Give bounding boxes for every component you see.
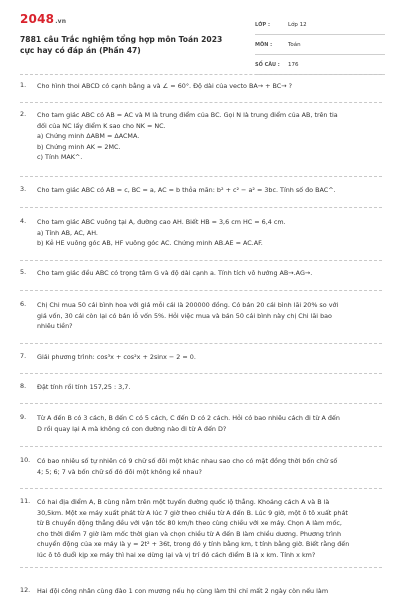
question-text xyxy=(37,81,379,92)
meta-key: SỐ CÂU : xyxy=(255,62,280,68)
question-number: 12. xyxy=(20,586,31,594)
document-header xyxy=(20,12,385,72)
question-number: 4. xyxy=(20,217,27,225)
question-line: D rồi quay lại A mà không có con đường nào đi từ A đến D? xyxy=(37,424,227,433)
question-text xyxy=(37,110,379,163)
question-line: c) Tính MAK^. xyxy=(37,153,83,162)
question-line: a) Tính AB, AC, AH. xyxy=(37,228,98,237)
meta-key: MÔN : xyxy=(255,42,273,48)
divider xyxy=(20,260,382,261)
question-text xyxy=(37,217,379,249)
divider xyxy=(20,446,382,447)
question-line: Cho tam giác đều ABC có trọng tâm G và độ dài cạnh a. Tính tích vô hướng AB→.AG→. xyxy=(37,269,313,277)
meta-value: Lớp 12 xyxy=(288,22,307,28)
question-line: 30,5km. Một xe máy xuất phát từ A lúc 7 giờ theo chiều từ A đến B. Lúc 9 giờ, một ô tô xuất phát xyxy=(37,508,348,517)
question-text xyxy=(37,300,379,332)
question-text xyxy=(37,497,379,561)
meta-row-subject xyxy=(255,40,385,55)
divider xyxy=(20,102,382,103)
question-number: 11. xyxy=(20,497,31,505)
question-line: Đặt tính rồi tính 157,25 : 3,7. xyxy=(37,383,131,391)
question-line: Cho tam giác ABC có AB = AC và M là trung điểm của BC. Gọi N là trung điểm của AB, trên tia xyxy=(37,111,338,119)
question-line: từ B chuyển động thẳng đều với vận tốc 80 km/h theo cùng chiều với xe máy. Chọn A làm mốc, xyxy=(37,519,342,528)
question-number: 2. xyxy=(20,110,27,118)
question-number: 8. xyxy=(20,382,27,390)
meta-value: Toán xyxy=(288,42,301,48)
logo-tld: .vn xyxy=(55,18,67,25)
question-text xyxy=(37,586,379,597)
question-line: b) Chứng minh AK = 2MC. xyxy=(37,142,121,151)
divider xyxy=(20,403,382,404)
question-line: Từ A đến B có 3 cách, B đến C có 5 cách, C đến D có 2 cách. Hỏi có bao nhiêu cách đi từ A đến xyxy=(37,414,340,422)
question-line: Cho tam giác ABC vuông tại A, đường cao AH. Biết HB = 3,6 cm HC = 6,4 cm. xyxy=(37,218,286,226)
divider xyxy=(20,74,382,75)
document-meta xyxy=(255,20,385,80)
question-line: Có hai địa điểm A, B cùng nằm trên một tuyến đường quốc lộ thẳng. Khoảng cách A và B là xyxy=(37,498,330,506)
question-text xyxy=(37,268,379,279)
question-line: lúc ô tô đuổi kịp xe máy thì hai xe dừng lại và vị trí đó cách điểm B là x km. Tính x km? xyxy=(37,550,316,559)
question-number: 1. xyxy=(20,81,27,89)
divider xyxy=(20,343,382,344)
site-logo[interactable] xyxy=(20,12,66,26)
question-line: Hai đội công nhân cùng đào 1 con mương nếu họ cùng làm thì chỉ mất 2 ngày còn nếu làm xyxy=(37,587,329,595)
meta-key: LỚP : xyxy=(255,22,270,28)
divider xyxy=(20,290,382,291)
question-line: chuyển động của xe máy là y = 2t² + 36t, trong đó y tính bằng km, t tính bằng giờ. Biết rằng đến xyxy=(37,540,350,549)
question-number: 9. xyxy=(20,413,27,421)
question-text xyxy=(37,413,379,434)
question-text xyxy=(37,352,379,363)
divider xyxy=(20,207,382,208)
logo-text: 2048 xyxy=(20,12,55,26)
meta-row-class xyxy=(255,20,385,35)
question-number: 10. xyxy=(20,456,31,464)
meta-value: 176 xyxy=(288,62,299,68)
question-line: Giải phương trình: cos³x + cos²x + 2sinx − 2 = 0. xyxy=(37,353,196,361)
question-line: Có bao nhiêu số tự nhiên có 9 chữ số đôi một khác nhau sao cho có mặt đồng thời bốn chữ số xyxy=(37,457,338,465)
question-line: b) Kẻ HE vuông góc AB, HF vuông góc AC. Chứng minh AB.AE = AC.AF. xyxy=(37,239,263,248)
question-number: 5. xyxy=(20,268,27,276)
question-text xyxy=(37,382,379,393)
divider xyxy=(20,567,382,568)
question-line: 4; 5; 6; 7 và bốn chữ số đó đôi một không kề nhau? xyxy=(37,467,202,476)
question-text xyxy=(37,185,379,196)
question-line: Chị Chi mua 50 cái bình hoa với giá mỗi cái là 200000 đồng. Có bán 20 cái bình lãi 20% so với xyxy=(37,301,339,309)
question-line: Cho hình thoi ABCD có cạnh bằng a và ∠ = 60°. Độ dài của vecto BA→ + BC→ ? xyxy=(37,82,292,90)
divider xyxy=(20,373,382,374)
question-number: 3. xyxy=(20,185,27,193)
question-line: đối của NC lấy điểm K sao cho NK = NC. xyxy=(37,121,166,130)
meta-row-count xyxy=(255,60,385,75)
divider xyxy=(20,176,382,177)
question-line: giá vốn, 30 cái còn lại có bán lỗ vốn 5%. Hỏi việc mua và bán 50 cái bình này chị Chi lãi bao xyxy=(37,311,332,320)
question-text xyxy=(37,456,379,477)
question-line: Cho tam giác ABC có AB = c, BC = a, AC = b thỏa mãn: b² + c² − a² = 3bc. Tính số đo BAC^. xyxy=(37,186,336,194)
question-number: 6. xyxy=(20,300,27,308)
divider xyxy=(20,488,382,489)
document-title: 7881 câu Trắc nghiệm tổng hợp môn Toán 2023 cực hay có đáp án (Phần 47) xyxy=(20,35,223,55)
question-line: cho thời điểm 7 giờ làm mốc thời gian và chọn chiều từ A đến B làm chiều dương. Phương trình xyxy=(37,529,342,538)
question-line: nhiêu tiền? xyxy=(37,322,73,331)
question-line: a) Chứng minh ΔABM = ΔACMA. xyxy=(37,132,140,141)
question-number: 7. xyxy=(20,352,27,360)
